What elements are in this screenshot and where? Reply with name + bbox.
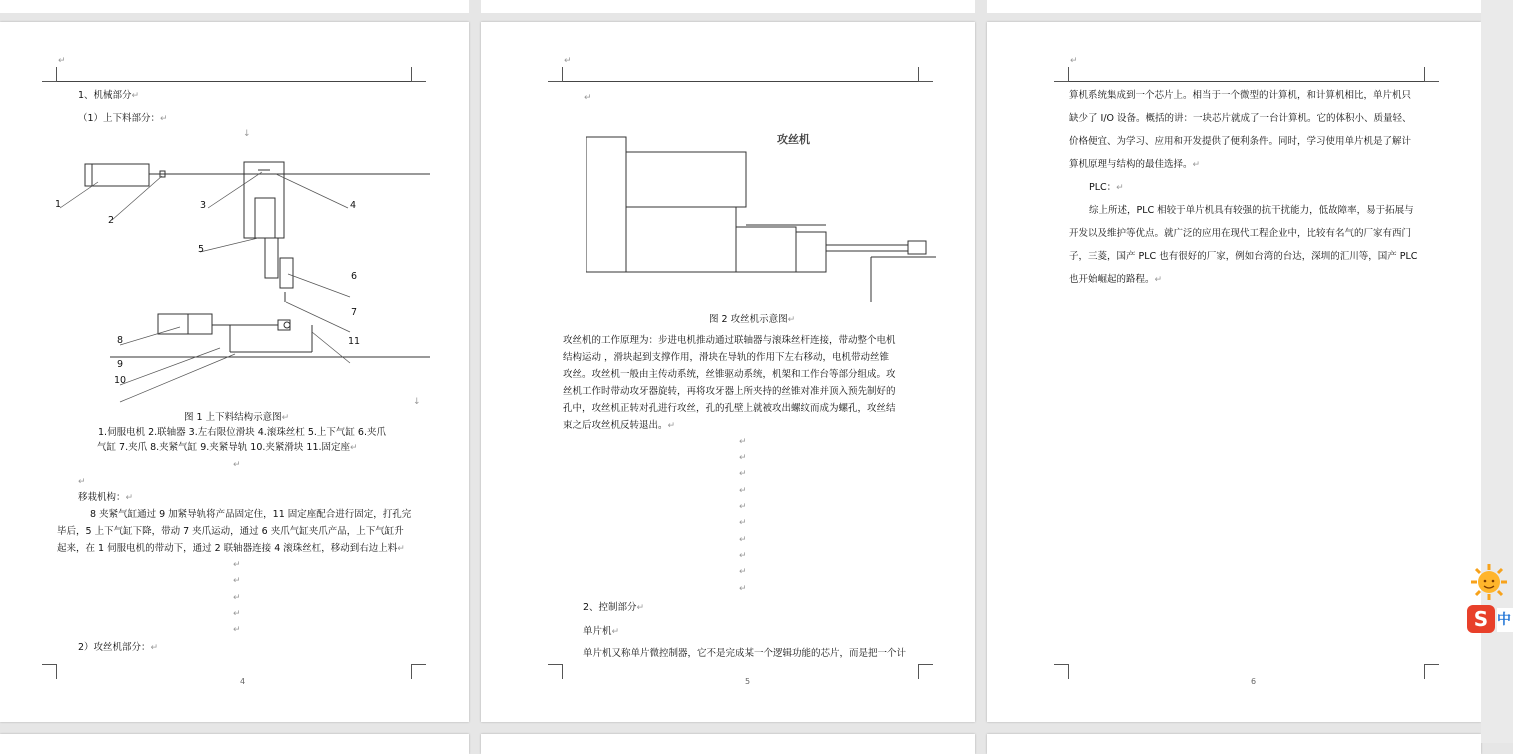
sun-icon (1469, 562, 1509, 602)
crop-mark (1424, 67, 1439, 82)
body-line: 攻丝机的工作原理为：步进电机推动通过联轴器与滚珠丝杆连接，带动整个电机 (563, 335, 896, 346)
subheading: 单片机↵ (583, 626, 620, 637)
page-5 (481, 22, 975, 722)
ime-mode-label[interactable]: 中 (1497, 608, 1513, 632)
page-3-bottom-edge (0, 0, 469, 13)
heading: 2、控制部分↵ (583, 602, 645, 613)
subheading: 移栽机构：↵ (78, 492, 134, 503)
legend-line: 气缸 7.夹爪 8.夹紧气缸 9.夹紧导轨 10.夹紧滑块 11.固定座↵ (97, 442, 358, 453)
loading-mechanism-figure (50, 152, 430, 412)
crop-mark (411, 67, 426, 82)
fig-label-10: 10 (114, 375, 127, 386)
page-number: 4 (240, 677, 246, 686)
fig-label-6: 6 (351, 271, 358, 282)
para-mark: ↵ (233, 593, 241, 603)
arrow-mark: ↓ (243, 129, 251, 139)
para-mark: ↵ (739, 584, 747, 594)
para-mark: ↵ (584, 93, 592, 103)
para-mark: ↵ (739, 502, 747, 512)
body-line: 开发以及维护等优点。就广泛的应用在现代工程企业中，比较有名气的厂家有西门 (1069, 228, 1412, 239)
sogou-logo-icon: S (1467, 605, 1495, 633)
crop-mark (548, 67, 563, 82)
fig-label-8: 8 (117, 335, 124, 346)
body-line: 也开始崛起的路程。↵ (1069, 274, 1163, 285)
body-line: 攻丝。攻丝机一般由主传动系统，丝锥驱动系统，机架和工作台等部分组成。攻 (563, 369, 896, 380)
page-9-top-edge (987, 734, 1481, 754)
para-mark: ↵ (58, 56, 66, 66)
header-rule (1069, 81, 1424, 82)
para-mark: ↵ (233, 576, 241, 586)
para-mark: ↵ (233, 625, 241, 635)
heading: 1、机械部分↵ (78, 90, 140, 101)
para-mark: ↵ (233, 560, 241, 570)
para-mark: ↵ (78, 477, 86, 487)
para-mark: ↵ (233, 609, 241, 619)
fig-label-4: 4 (350, 200, 357, 211)
body-line: 单片机又称单片微控制器，它不是完成某一个逻辑功能的芯片，而是把一个计 (583, 648, 907, 659)
fig-label-11: 11 (348, 336, 361, 347)
crop-mark (42, 664, 57, 679)
body-line: 综上所述，PLC 相较于单片机具有较强的抗干扰能力，低故障率，易于拓展与 (1089, 205, 1414, 216)
header-rule (57, 81, 411, 82)
body-line: 毕后，5 上下气缸下降，带动 7 夹爪运动，通过 6 夹爪气缸夹爪产品，上下气缸升 (57, 526, 404, 537)
fig-label-2: 2 (108, 215, 115, 226)
crop-mark (548, 664, 563, 679)
tapping-machine-figure (586, 127, 936, 302)
para-mark: ↵ (739, 535, 747, 545)
ime-widget[interactable] (1467, 562, 1513, 638)
page-above-bottom-edge (987, 0, 1481, 13)
para-mark: ↵ (739, 453, 747, 463)
page-number: 6 (1251, 677, 1257, 686)
fig-label-3: 3 (200, 200, 207, 211)
body-line: 孔中，攻丝机正转对孔进行攻丝，孔的孔壁上就被攻出螺纹而成为螺孔，攻丝结 (563, 403, 896, 414)
body-line: 子，三菱，国产 PLC 也有很好的厂家，例如台湾的台达，深圳的汇川等，国产 PLC (1069, 251, 1418, 262)
para-mark: ↵ (1070, 56, 1078, 66)
para-mark: ↵ (564, 56, 572, 66)
para-mark: ↵ (739, 567, 747, 577)
page-7-top-edge (0, 734, 469, 754)
crop-mark (918, 67, 933, 82)
body-line: 算机原理与结构的最佳选择。↵ (1069, 159, 1201, 170)
page-above-bottom-edge (481, 0, 975, 13)
para-mark: ↵ (233, 460, 241, 470)
figure-title: 攻丝机 (777, 133, 810, 146)
body-line: 缺少了 I/O 设备。概括的讲：一块芯片就成了一台计算机。它的体积小、质量轻、 (1069, 113, 1412, 124)
crop-mark (42, 67, 57, 82)
page-6 (987, 22, 1481, 722)
body-line: 结构运动 ，滑块起到支撑作用，滑块在导轨的作用下左右移动，电机带动丝锥 (563, 352, 890, 363)
fig-label-5: 5 (198, 244, 205, 255)
subheading: 2）攻丝机部分：↵ (78, 642, 159, 653)
figure-caption: 图 2 攻丝机示意图↵ (709, 314, 796, 325)
fig-label-7: 7 (351, 307, 358, 318)
header-rule (563, 81, 918, 82)
fig-label-1: 1 (55, 199, 62, 210)
body-line: 算机系统集成到一个芯片上。相当于一个微型的计算机，和计算机相比，单片机只 (1069, 90, 1412, 101)
para-mark: ↵ (739, 437, 747, 447)
page-4 (0, 22, 469, 722)
subheading: PLC：↵ (1089, 182, 1124, 193)
crop-mark (1054, 67, 1069, 82)
body-line: 价格便宜、为学习、应用和开发提供了便利条件。同时，学习使用单片机是了解计 (1069, 136, 1412, 147)
body-line: 束之后攻丝机反转退出。↵ (563, 420, 676, 431)
body-line: 起来，在 1 伺服电机的带动下，通过 2 联轴器连接 4 滚珠丝杠，移动到右边上料↵ (57, 543, 405, 554)
crop-mark (1054, 664, 1069, 679)
page-number: 5 (745, 677, 751, 686)
body-line: 丝机工作时带动攻牙器旋转，再将攻牙器上所夹持的丝锥对准并顶入预先制好的 (563, 386, 896, 397)
crop-mark (918, 664, 933, 679)
fig-label-9: 9 (117, 359, 124, 370)
figure-caption: 图 1 上下料结构示意图↵ (184, 412, 290, 423)
body-line: 8 夹紧气缸通过 9 加紧导轨将产品固定住，11 固定座配合进行固定，打孔完 (90, 509, 412, 520)
crop-mark (411, 664, 426, 679)
arrow-mark: ↓ (413, 397, 421, 407)
para-mark: ↵ (739, 486, 747, 496)
para-mark: ↵ (739, 518, 747, 528)
para-mark: ↵ (739, 551, 747, 561)
crop-mark (1424, 664, 1439, 679)
para-mark: ↵ (739, 469, 747, 479)
legend-line: 1.伺服电机 2.联轴器 3.左右限位滑块 4.滚珠丝杠 5.上下气缸 6.夹爪 (98, 427, 386, 438)
page-8-top-edge (481, 734, 975, 754)
subheading: （1）上下料部分：↵ (78, 113, 168, 124)
